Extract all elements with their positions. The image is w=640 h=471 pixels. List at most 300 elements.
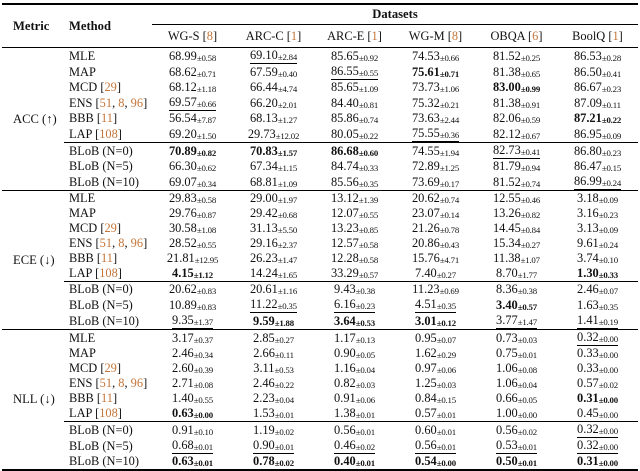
metric-value: [412, 252, 459, 266]
metric-value: [577, 439, 618, 454]
table-row: [2, 236, 638, 251]
value-cell: [557, 48, 638, 65]
value-number: 0.31: [577, 454, 599, 468]
value-cell: [476, 251, 557, 266]
citation-link[interactable]: 1: [290, 28, 298, 43]
metric-value: [331, 50, 378, 64]
citation-link[interactable]: 8: [451, 28, 459, 43]
open-bracket: [: [95, 95, 100, 110]
value-number: 29.42: [249, 206, 278, 220]
citation-link[interactable]: 51: [99, 95, 113, 110]
value-cell: [476, 126, 557, 143]
value-number: 0.73: [496, 330, 518, 345]
close-bracket: ]: [143, 236, 148, 250]
value-stddev: ±0.15: [436, 395, 456, 405]
value-stddev: ±0.12: [436, 317, 456, 328]
value-stddev: ±1.47: [517, 317, 537, 327]
citation-link[interactable]: 8: [118, 376, 125, 390]
citation-link[interactable]: 96: [130, 95, 144, 110]
table-row: [2, 251, 638, 266]
metric-value: [412, 112, 459, 126]
value-cell: [152, 236, 233, 251]
value-stddev: ±0.01: [517, 350, 537, 360]
value-number: 1.17: [334, 330, 356, 345]
metric-value: [169, 145, 216, 159]
metric-value: [253, 315, 294, 329]
open-bracket: [: [447, 28, 452, 43]
metric-value: [334, 377, 375, 391]
citation-link[interactable]: 29: [104, 221, 117, 235]
value-stddev: ±0.25: [520, 52, 541, 63]
metric-value: [250, 283, 297, 297]
metric-column-header: Metric: [13, 18, 50, 33]
method-name: BLoB (N=0): [69, 422, 133, 437]
citation-link[interactable]: 8: [206, 28, 213, 43]
value-number: 0.40: [334, 454, 356, 468]
metric-value: [412, 176, 459, 190]
value-stddev: ±0.27: [436, 270, 456, 280]
citation-link[interactable]: 11: [101, 111, 113, 125]
metric-value: [250, 145, 297, 159]
value-cell: [233, 95, 314, 111]
value-stddev: ±0.71: [196, 68, 217, 79]
value-number: 0.95: [415, 330, 437, 345]
citation-link[interactable]: 8: [118, 95, 125, 110]
citation-link[interactable]: 1: [612, 28, 619, 43]
value-number: 80.05: [330, 126, 359, 141]
value-number: 9.35: [172, 313, 194, 327]
value-stddev: ±0.23: [598, 210, 618, 220]
value-number: 73.63: [411, 111, 440, 125]
value-stddev: ±0.03: [355, 380, 375, 390]
method-label: [64, 206, 152, 221]
value-stddev: ±0.83: [196, 301, 217, 312]
metric-value: [577, 423, 618, 438]
method-name: ENS: [69, 376, 93, 390]
metric-value: [493, 112, 540, 126]
citation-link[interactable]: 8: [118, 236, 125, 250]
value-cell: [152, 95, 233, 111]
method-name: BLoB (N=0): [69, 143, 133, 158]
value-stddev: ±1.65: [277, 270, 298, 280]
metric-value: [493, 207, 540, 221]
metric-value: [574, 160, 621, 174]
close-bracket: ]: [112, 391, 118, 405]
metric-value: [496, 424, 537, 438]
value-cell: [233, 174, 314, 191]
value-number: 87.09: [574, 95, 602, 110]
value-number: 86.47: [573, 159, 602, 173]
value-stddev: ±0.01: [193, 442, 213, 452]
dataset-column-header: [233, 25, 314, 48]
value-cell: [476, 143, 557, 160]
value-stddev: ±0.58: [358, 255, 379, 265]
value-number: 72.89: [411, 159, 440, 173]
value-stddev: ±0.71: [439, 68, 460, 79]
table-row: [2, 174, 638, 191]
method-name: MAP: [69, 206, 96, 220]
table-row: [2, 159, 638, 174]
metric-value: [334, 424, 375, 438]
value-cell: [557, 111, 638, 126]
value-number: 81.38: [492, 95, 521, 110]
metric-value: [253, 347, 294, 361]
value-cell: [233, 206, 314, 221]
value-stddev: ±0.01: [517, 458, 537, 468]
value-cell: [152, 80, 233, 95]
close-bracket: ]: [116, 361, 122, 375]
metric-value: [172, 392, 213, 406]
method-label: [64, 376, 152, 391]
value-cell: [233, 406, 314, 422]
value-stddev: ±0.82: [196, 147, 217, 158]
metric-value: [493, 81, 540, 95]
value-cell: [233, 391, 314, 406]
value-cell: [395, 174, 476, 191]
metric-value: [412, 81, 459, 95]
metric-value: [577, 455, 618, 469]
value-number: 85.56: [330, 174, 359, 189]
table-row: [2, 64, 638, 80]
citation-link[interactable]: 29: [104, 361, 117, 375]
citation-link[interactable]: 11: [101, 391, 113, 405]
value-number: 68.99: [168, 48, 197, 63]
value-number: 0.31: [577, 391, 599, 405]
value-number: 68.81: [249, 174, 278, 189]
value-stddev: ±0.85: [358, 225, 379, 235]
value-number: 70.89: [168, 143, 197, 158]
value-number: 86.68: [330, 143, 359, 158]
value-number: 86.99: [573, 174, 602, 188]
value-number: 1.19: [253, 422, 275, 437]
value-number: 69.57: [168, 95, 197, 109]
citation-link[interactable]: 96: [130, 376, 144, 390]
table-row: [2, 221, 638, 236]
value-stddev: ±0.37: [193, 334, 213, 345]
table-row: [2, 266, 638, 282]
method-name: BLoB (N=0): [69, 282, 133, 296]
citation-link[interactable]: 51: [99, 376, 113, 390]
close-bracket: ]: [618, 28, 623, 43]
citation-link[interactable]: 96: [130, 236, 144, 250]
metric-value: [415, 332, 456, 346]
value-cell: [557, 266, 638, 282]
value-stddev: ±0.69: [439, 286, 459, 296]
metric-value: [172, 455, 213, 469]
value-cell: [314, 221, 395, 236]
metric-value: [574, 81, 621, 95]
close-bracket: ]: [143, 376, 148, 390]
dataset-name: ARC-C: [245, 28, 284, 43]
value-number: 0.56: [415, 438, 437, 452]
metric-value: [415, 362, 456, 376]
value-cell: [314, 454, 395, 470]
value-stddev: ±0.87: [196, 210, 217, 220]
citation-link[interactable]: 6: [532, 28, 539, 43]
citation-link[interactable]: 29: [104, 80, 117, 94]
metric-value: [172, 362, 213, 376]
value-number: 1.00: [496, 406, 518, 420]
value-stddev: ±12.95: [194, 255, 219, 265]
open-bracket: [: [95, 406, 100, 420]
value-number: 0.45: [577, 406, 599, 420]
metric-value: [250, 298, 297, 313]
value-number: 69.20: [168, 126, 197, 141]
value-number: 21.81: [166, 251, 195, 265]
value-stddev: ±0.17: [439, 178, 460, 189]
metric-value: [331, 160, 378, 174]
table-row: [2, 422, 638, 439]
value-cell: [395, 346, 476, 361]
value-stddev: ±0.28: [601, 52, 622, 63]
value-stddev: ±0.02: [274, 458, 294, 468]
metric-value: [415, 439, 456, 454]
value-number: 7.40: [415, 266, 437, 280]
open-bracket: [: [96, 251, 102, 265]
value-stddev: ±0.00: [517, 410, 537, 420]
value-stddev: ±0.15: [601, 163, 622, 173]
value-number: 0.54: [415, 454, 437, 468]
value-stddev: ±0.01: [436, 442, 456, 452]
value-number: 86.95: [573, 126, 602, 141]
value-cell: [476, 111, 557, 126]
method-name: MLE: [69, 191, 96, 205]
metric-value: [172, 424, 213, 438]
metric-value: [334, 298, 375, 313]
citation-link[interactable]: 51: [99, 236, 113, 250]
table-row: [2, 346, 638, 361]
metric-value: [577, 331, 618, 346]
method-label: [64, 236, 152, 251]
value-stddev: ±0.34: [196, 178, 217, 189]
value-cell: [233, 236, 314, 251]
metric-value: [169, 128, 216, 142]
value-number: 75.32: [411, 95, 440, 110]
value-cell: [152, 454, 233, 470]
value-cell: [557, 438, 638, 454]
citation-link[interactable]: 108: [99, 126, 118, 141]
value-cell: [152, 48, 233, 65]
value-stddev: ±2.84: [277, 52, 298, 62]
value-cell: [152, 406, 233, 422]
value-number: 2.46: [577, 282, 599, 296]
metric-value: [253, 439, 294, 454]
value-cell: [557, 422, 638, 439]
method-label: [64, 361, 152, 376]
metric-value: [496, 392, 537, 406]
value-cell: [152, 159, 233, 174]
value-stddev: ±0.43: [439, 240, 460, 250]
value-number: 29.83: [168, 191, 197, 205]
value-cell: [557, 330, 638, 347]
method-label: [64, 111, 152, 126]
close-bracket: ]: [116, 221, 122, 235]
value-cell: [476, 330, 557, 347]
metric-value: [412, 66, 459, 80]
value-number: 75.61: [411, 64, 440, 79]
value-number: 20.62: [411, 191, 440, 205]
value-cell: [395, 206, 476, 221]
metric-value: [415, 267, 456, 281]
metric-value: [577, 299, 618, 313]
value-number: 20.62: [168, 282, 197, 296]
metric-value: [496, 347, 537, 361]
value-cell: [557, 64, 638, 80]
value-stddev: ±0.04: [517, 380, 537, 390]
value-stddev: ±0.19: [598, 317, 618, 327]
value-cell: [395, 143, 476, 160]
metric-value: [412, 222, 459, 236]
value-cell: [152, 422, 233, 439]
value-cell: [395, 111, 476, 126]
value-stddev: ±0.29: [436, 350, 456, 360]
value-number: 29.76: [168, 206, 197, 220]
value-number: 14.24: [249, 266, 278, 280]
value-number: 0.84: [415, 391, 437, 405]
value-number: 31.13: [249, 221, 278, 235]
value-number: 0.66: [496, 391, 518, 405]
value-stddev: ±0.21: [439, 99, 460, 110]
metric-value: [412, 145, 459, 159]
metric-value: [172, 439, 213, 454]
value-number: 1.53: [253, 406, 275, 420]
metric-value: [574, 66, 621, 80]
citation-link[interactable]: 11: [101, 251, 113, 265]
metric-value: [331, 192, 378, 206]
value-stddev: ±0.04: [274, 395, 294, 405]
value-number: 1.40: [172, 391, 194, 405]
metric-value: [253, 424, 294, 438]
method-name: BLoB (N=10): [69, 313, 139, 328]
value-number: 73.69: [411, 174, 440, 189]
value-number: 81.52: [492, 174, 521, 189]
value-stddev: ±0.00: [598, 365, 618, 375]
value-stddev: ±1.06: [439, 84, 460, 94]
metric-value: [496, 362, 537, 376]
metric-value: [574, 112, 621, 126]
metric-value: [331, 176, 378, 190]
value-stddev: ±0.23: [601, 84, 622, 94]
value-number: 0.56: [496, 422, 518, 437]
value-stddev: ±0.27: [520, 240, 541, 250]
value-cell: [314, 143, 395, 160]
value-cell: [314, 391, 395, 406]
cite-separator: ,: [112, 236, 119, 250]
value-cell: [314, 376, 395, 391]
value-stddev: ±0.04: [355, 365, 375, 375]
value-cell: [233, 282, 314, 298]
value-stddev: ±0.11: [601, 99, 621, 110]
value-number: 33.29: [330, 266, 359, 280]
value-number: 70.83: [249, 143, 278, 158]
value-number: 2.46: [253, 376, 275, 390]
value-stddev: ±1.50: [196, 130, 217, 141]
metric-value: [172, 332, 213, 346]
close-bracket: ]: [112, 251, 118, 265]
value-number: 0.63: [172, 454, 194, 468]
value-number: 66.44: [249, 80, 278, 94]
value-stddev: ±0.58: [358, 240, 379, 250]
value-cell: [314, 159, 395, 174]
value-number: 1.16: [334, 361, 356, 375]
value-stddev: ±0.02: [598, 380, 618, 390]
value-stddev: ±0.36: [439, 130, 460, 140]
close-bracket: ]: [212, 28, 218, 43]
method-name: MLE: [69, 48, 96, 63]
value-number: 85.65: [330, 80, 359, 94]
method-label: [64, 159, 152, 174]
value-cell: [395, 438, 476, 454]
value-stddev: ±2.37: [277, 240, 298, 250]
table-row: [2, 330, 638, 347]
value-number: 21.26: [411, 221, 440, 235]
value-stddev: ±0.00: [598, 426, 618, 436]
value-cell: [152, 191, 233, 207]
close-bracket: ]: [458, 28, 463, 43]
value-number: 82.06: [492, 111, 521, 125]
metric-value: [169, 207, 216, 221]
value-stddev: ±0.57: [517, 301, 537, 312]
method-label: [64, 313, 152, 330]
value-stddev: ±0.94: [520, 163, 541, 173]
metric-value: [412, 237, 459, 251]
value-number: 1.63: [577, 297, 599, 312]
method-name: MCD: [69, 361, 98, 375]
value-cell: [152, 391, 233, 406]
metric-value: [331, 97, 378, 111]
citation-link[interactable]: 108: [99, 266, 118, 280]
metric-value: [250, 222, 297, 236]
value-cell: [395, 251, 476, 266]
value-number: 8.36: [496, 282, 518, 296]
value-cell: [476, 95, 557, 111]
value-number: 0.56: [334, 422, 356, 437]
open-bracket: [: [528, 28, 533, 43]
value-cell: [557, 191, 638, 207]
metric-value: [331, 81, 378, 95]
value-stddev: ±0.33: [358, 163, 379, 173]
value-cell: [395, 454, 476, 470]
value-cell: [557, 297, 638, 313]
metric-value: [493, 237, 540, 251]
value-number: 66.30: [168, 159, 197, 173]
value-number: 23.07: [411, 206, 440, 220]
value-stddev: ±1.88: [274, 317, 294, 328]
open-bracket: [: [95, 376, 100, 390]
metric-value: [412, 192, 459, 206]
value-cell: [395, 126, 476, 143]
value-number: 87.21: [573, 111, 602, 125]
citation-link[interactable]: 108: [99, 406, 118, 420]
value-stddev: ±0.41: [601, 68, 622, 79]
value-stddev: ±0.00: [598, 458, 618, 468]
citation-link[interactable]: 1: [371, 28, 378, 43]
value-stddev: ±0.35: [436, 301, 456, 311]
value-stddev: ±2.01: [277, 99, 298, 110]
metric-value: [248, 128, 299, 142]
metric-value: [334, 347, 375, 361]
value-number: 74.55: [411, 143, 440, 158]
value-number: 85.86: [330, 111, 359, 125]
value-stddev: ±0.10: [193, 426, 213, 437]
open-bracket: [: [367, 28, 372, 43]
metric-value: [577, 407, 618, 421]
value-stddev: ±0.74: [358, 115, 379, 125]
results-table: [2, 3, 638, 471]
value-cell: [233, 313, 314, 330]
value-number: 9.43: [334, 282, 356, 296]
table-row: [2, 297, 638, 313]
